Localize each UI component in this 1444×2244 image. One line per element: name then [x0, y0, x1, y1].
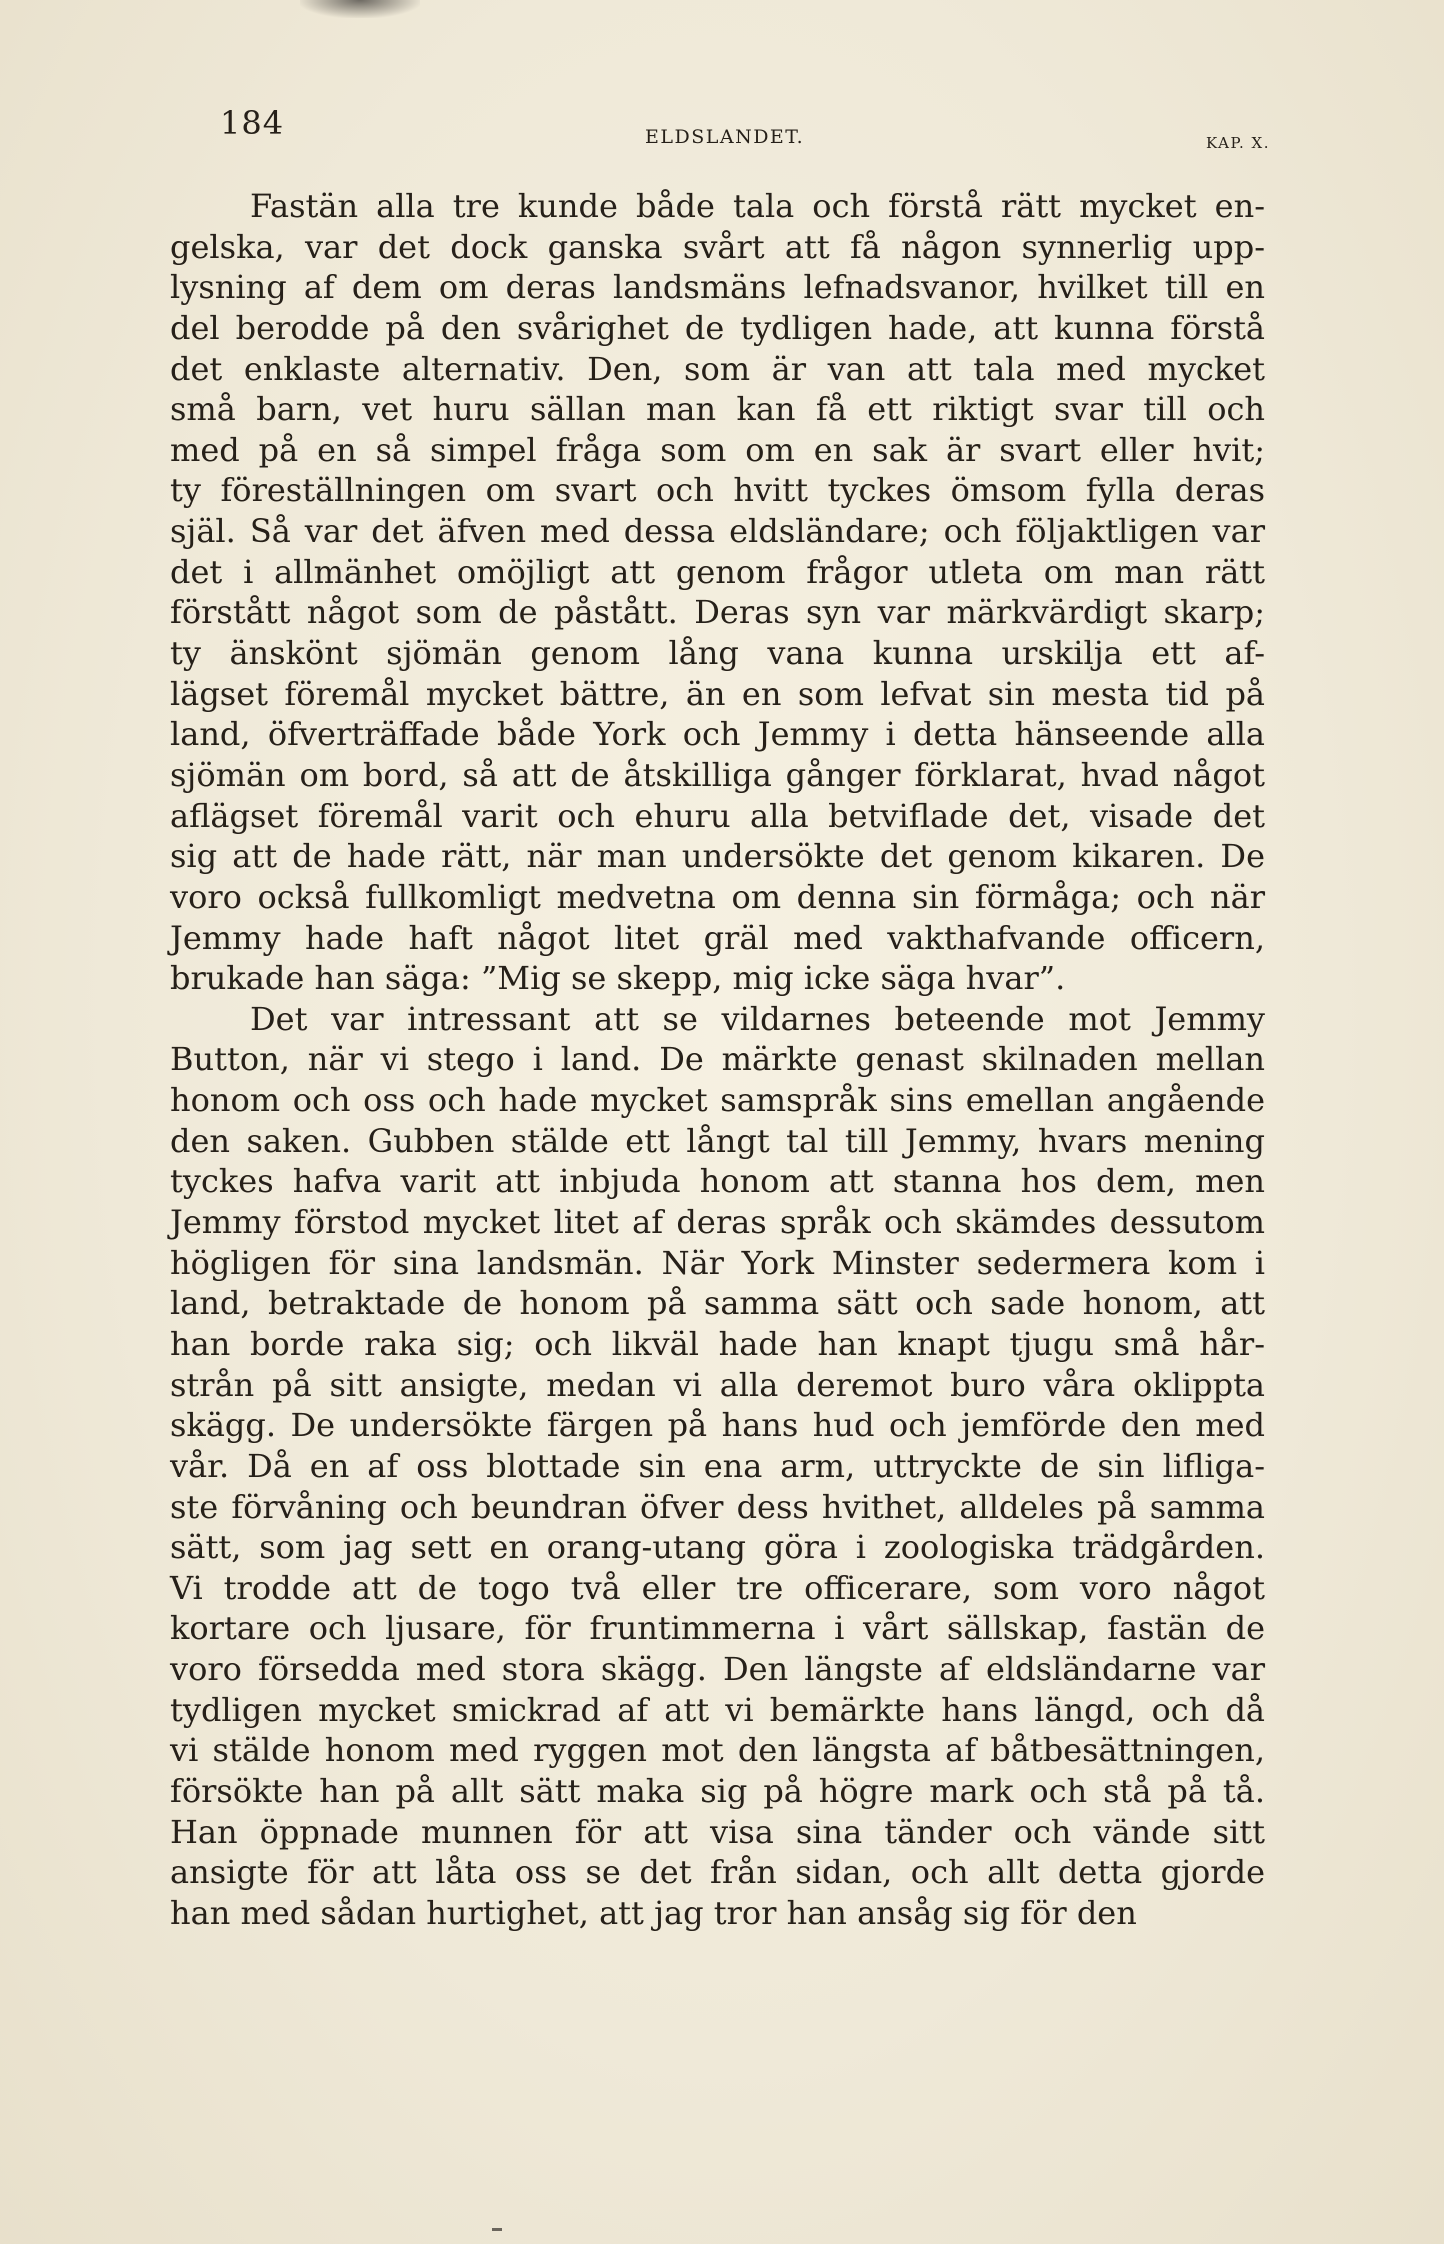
running-title: ELDSLANDET. [645, 126, 805, 148]
text-line: det enklaste alternativ. Den, som är van att tala med mycket [170, 349, 1265, 388]
text-line: skägg. De undersökte färgen på hans hud och jemförde den med [170, 1406, 1265, 1445]
text-line: sätt, som jag sett en orang-utang göra i zoologiska trädgården. [170, 1528, 1265, 1567]
text-line: Fastän alla tre kunde både tala och förstå rätt mycket en- [250, 187, 1265, 225]
text-line: det i allmänhet omöjligt att genom frågor utleta om man rätt [170, 552, 1265, 591]
text-line: aflägset föremål varit och ehuru alla betviflade det, visade det [170, 796, 1265, 835]
text-line: små barn, vet huru sällan man kan få ett riktigt svar till och [170, 390, 1265, 429]
scan-mark [492, 2228, 502, 2231]
text-line: ty föreställningen om svart och hvitt tyckes ömsom fylla deras [170, 471, 1265, 510]
text-line: den saken. Gubben stälde ett långt tal till Jemmy, hvars mening [170, 1121, 1265, 1160]
text-line: land, betraktade de honom på samma sätt och sade honom, att [170, 1284, 1265, 1323]
text-line: lysning af dem om deras landsmäns lefnadsvanor, hvilket till en [170, 268, 1265, 307]
text-line: voro också fullkomligt medvetna om denna sin förmåga; och när [170, 877, 1265, 916]
text-line: del berodde på den svårighet de tydligen hade, att kunna förstå [170, 308, 1265, 347]
text-line: lägset föremål mycket bättre, än en som lefvat sin mesta tid på [170, 674, 1265, 713]
body-text [170, 186, 1265, 1934]
scan-smudge [300, 0, 420, 18]
text-line: försökte han på allt sätt maka sig på högre mark och stå på tå. [170, 1771, 1265, 1810]
page-header [220, 104, 1280, 164]
text-line: Jemmy förstod mycket litet af deras språk och skämdes dessutom [170, 1203, 1265, 1242]
text-line: ty änskönt sjömän genom lång vana kunna urskilja ett af- [170, 634, 1265, 673]
text-line: Vi trodde att de togo två eller tre officerare, som voro något [170, 1568, 1265, 1607]
text-line: han med sådan hurtighet, att jag tror han ansåg sig för den [170, 1893, 1137, 1932]
text-line: med på en så simpel fråga som om en sak är svart eller hvit; [170, 430, 1265, 469]
text-line: kortare och ljusare, för fruntimmerna i vårt sällskap, fastän de [170, 1609, 1265, 1648]
text-line: land, öfverträffade både York och Jemmy i detta hänseende alla [170, 715, 1265, 754]
text-line: vår. Då en af oss blottade sin ena arm, uttryckte de sin lifliga- [170, 1446, 1265, 1485]
text-line: Jemmy hade haft något litet gräl med vakthafvande officern, [170, 918, 1265, 957]
text-line: gelska, var det dock ganska svårt att få någon synnerlig upp- [170, 227, 1265, 266]
chapter-label: KAP. X. [1206, 134, 1270, 152]
text-line: strån på sitt ansigte, medan vi alla deremot buro våra oklippta [170, 1365, 1265, 1404]
text-line: högligen för sina landsmän. När York Minster sedermera kom i [170, 1243, 1265, 1282]
text-line: tyckes hafva varit att inbjuda honom att stanna hos dem, men [170, 1162, 1265, 1201]
text-line: brukade han säga: ”Mig se skepp, mig icke säga hvar”. [170, 959, 1066, 998]
text-line: sig att de hade rätt, när man undersökte det genom kikaren. De [170, 837, 1265, 876]
text-line: Han öppnade munnen för att visa sina tänder och vände sitt [170, 1812, 1265, 1851]
text-line: vi stälde honom med ryggen mot den längsta af båtbesättningen, [170, 1731, 1265, 1770]
text-line: ste förvåning och beundran öfver dess hvithet, alldeles på samma [170, 1487, 1265, 1526]
text-line: voro försedda med stora skägg. Den längste af eldsländarne var [170, 1650, 1265, 1689]
text-line: Det var intressant att se vildarnes beteende mot Jemmy [250, 999, 1265, 1038]
text-line: honom och oss och hade mycket samspråk sins emellan angående [170, 1081, 1265, 1120]
text-line: sjömän om bord, så att de åtskilliga gånger förklarat, hvad något [170, 755, 1265, 794]
text-line: tydligen mycket smickrad af att vi bemärkte hans längd, och då [170, 1690, 1265, 1729]
text-line: förstått något som de påstått. Deras syn var märkvärdigt skarp; [170, 593, 1265, 632]
text-line: själ. Så var det äfven med dessa eldsländare; och följaktligen var [170, 512, 1265, 551]
text-line: ansigte för att låta oss se det från sidan, och allt detta gjorde [170, 1853, 1265, 1892]
text-line: Button, när vi stego i land. De märkte genast skilnaden mellan [170, 1040, 1265, 1079]
text-line: han borde raka sig; och likväl hade han knapt tjugu små hår- [170, 1324, 1265, 1363]
page-number: 184 [220, 104, 285, 142]
